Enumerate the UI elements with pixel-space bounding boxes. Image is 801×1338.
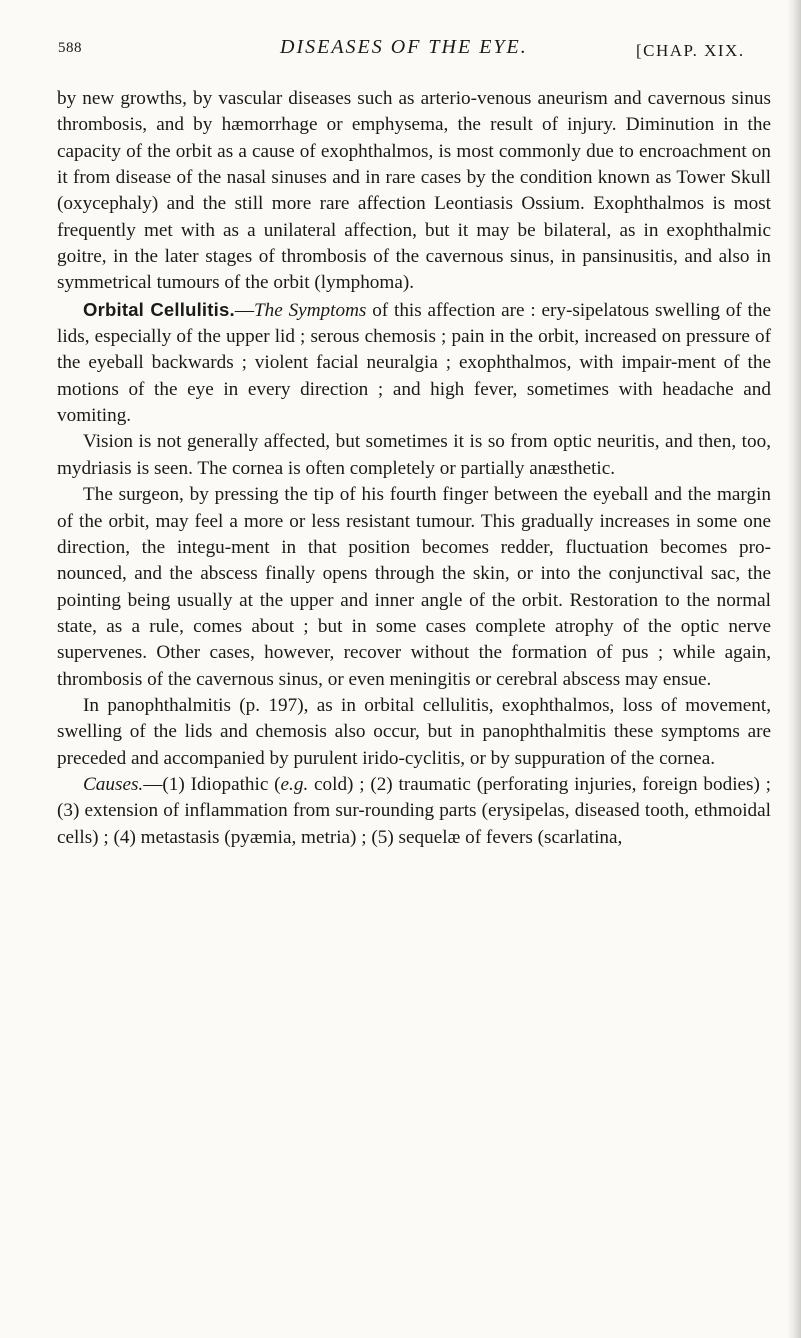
chapter-reference: [CHAP. XIX. [636,41,745,60]
italic-lead: The Symptoms [254,299,367,321]
paragraph-surgeon-exam [57,482,771,693]
paragraph-text: In panophthalmitis (p. 197), as in orbital cellulitis, exophthalmos, loss of movement, swelling of the lids and chemosis also occur, but in panophthalmitis these symptoms are preceded and accompanied by purulent irido-cyclitis, or by suppuration of the cornea. [57,694,771,769]
paragraph-causes [57,772,771,851]
body-text [57,86,771,851]
paragraph-text: The surgeon, by pressing the tip of his fourth finger between the eyeball and the margin of the orbit, may feel a more or less resistant tumour. This gradually increases in some one direction, the integu-ment in that position becomes redder, fluctuation becomes pro-nounced, and the abscess finally opens through the skin, or into the conjunctival sac, the pointing being usually at the upper and inner angle of the orbit. Restoration to the normal state, as a rule, comes about ; but in some cases complete atrophy of the optic nerve supervenes. Other cases, however, recover without the formation of pus ; while again, thrombosis of the cavernous sinus, or even meningitis or cerebral abscess may ensue. [57,484,771,690]
paragraph-text: by new growths, by vascular diseases such as arterio-venous aneurism and cavernous sinus thrombosis, and by hæmorrhage or emphysema, the result of injury. Diminution in the capacity of the orbit as a cause of exophthalmos, is most commonly due to encroachment on it from disease of the nasal sinuses and in rare cases by the condition known as Tower Skull (oxycephaly) and the still more rare affection Leontiasis Ossium. Exophthalmos is most frequently met with as a unilateral affection, but it may be bilateral, as in exophthalmic goitre, in the later stages of thrombosis of the cavernous sinus, in pansinusitis, and also in symmetrical tumours of the orbit (lymphoma). [57,88,771,294]
heading-dash: — [234,299,254,321]
paragraph-text: of this affection are : ery-sipelatous swelling of the lids, especially of the upper lid ; serous chemosis ; pain in the orbit, increased on pressure of the eyeball backwards ; violent facial neuralgia ; exophthalmos, with impair-ment of the motions of the eye in every direction ; and high fever, sometimes with headache and vomiting. [57,299,771,427]
paragraph-panophthalmitis [57,693,771,772]
paragraph-text: —(1) Idiopathic ( [143,773,281,795]
page-edge-shadow [787,0,801,1338]
paragraph-vision [57,429,771,482]
paragraph-text: Vision is not generally affected, but sometimes it is so from optic neuritis, and then, too, mydriasis is seen. The cornea is often completely or partially anæsthetic. [57,431,771,479]
running-header [58,36,770,64]
paragraph-text: cold) ; (2) traumatic (perforating injuries, foreign bodies) ; (3) extension of inflammation from sur-rounding parts (erysipelas, diseased tooth, ethmoidal cells) ; (4) metastasis (pyæmia, metria) ; (5) sequelæ of fevers (scarlatina, [57,773,771,848]
page-number: 588 [58,40,82,56]
section-heading: Orbital Cellulitis. [83,298,235,320]
paragraph-orbital-cellulitis [57,297,771,430]
italic-lead: Causes. [83,773,144,795]
italic-abbreviation: e.g. [280,773,309,795]
paragraph-exophthalmos-causes [57,86,771,297]
running-title: DISEASES OF THE EYE. [280,36,528,58]
